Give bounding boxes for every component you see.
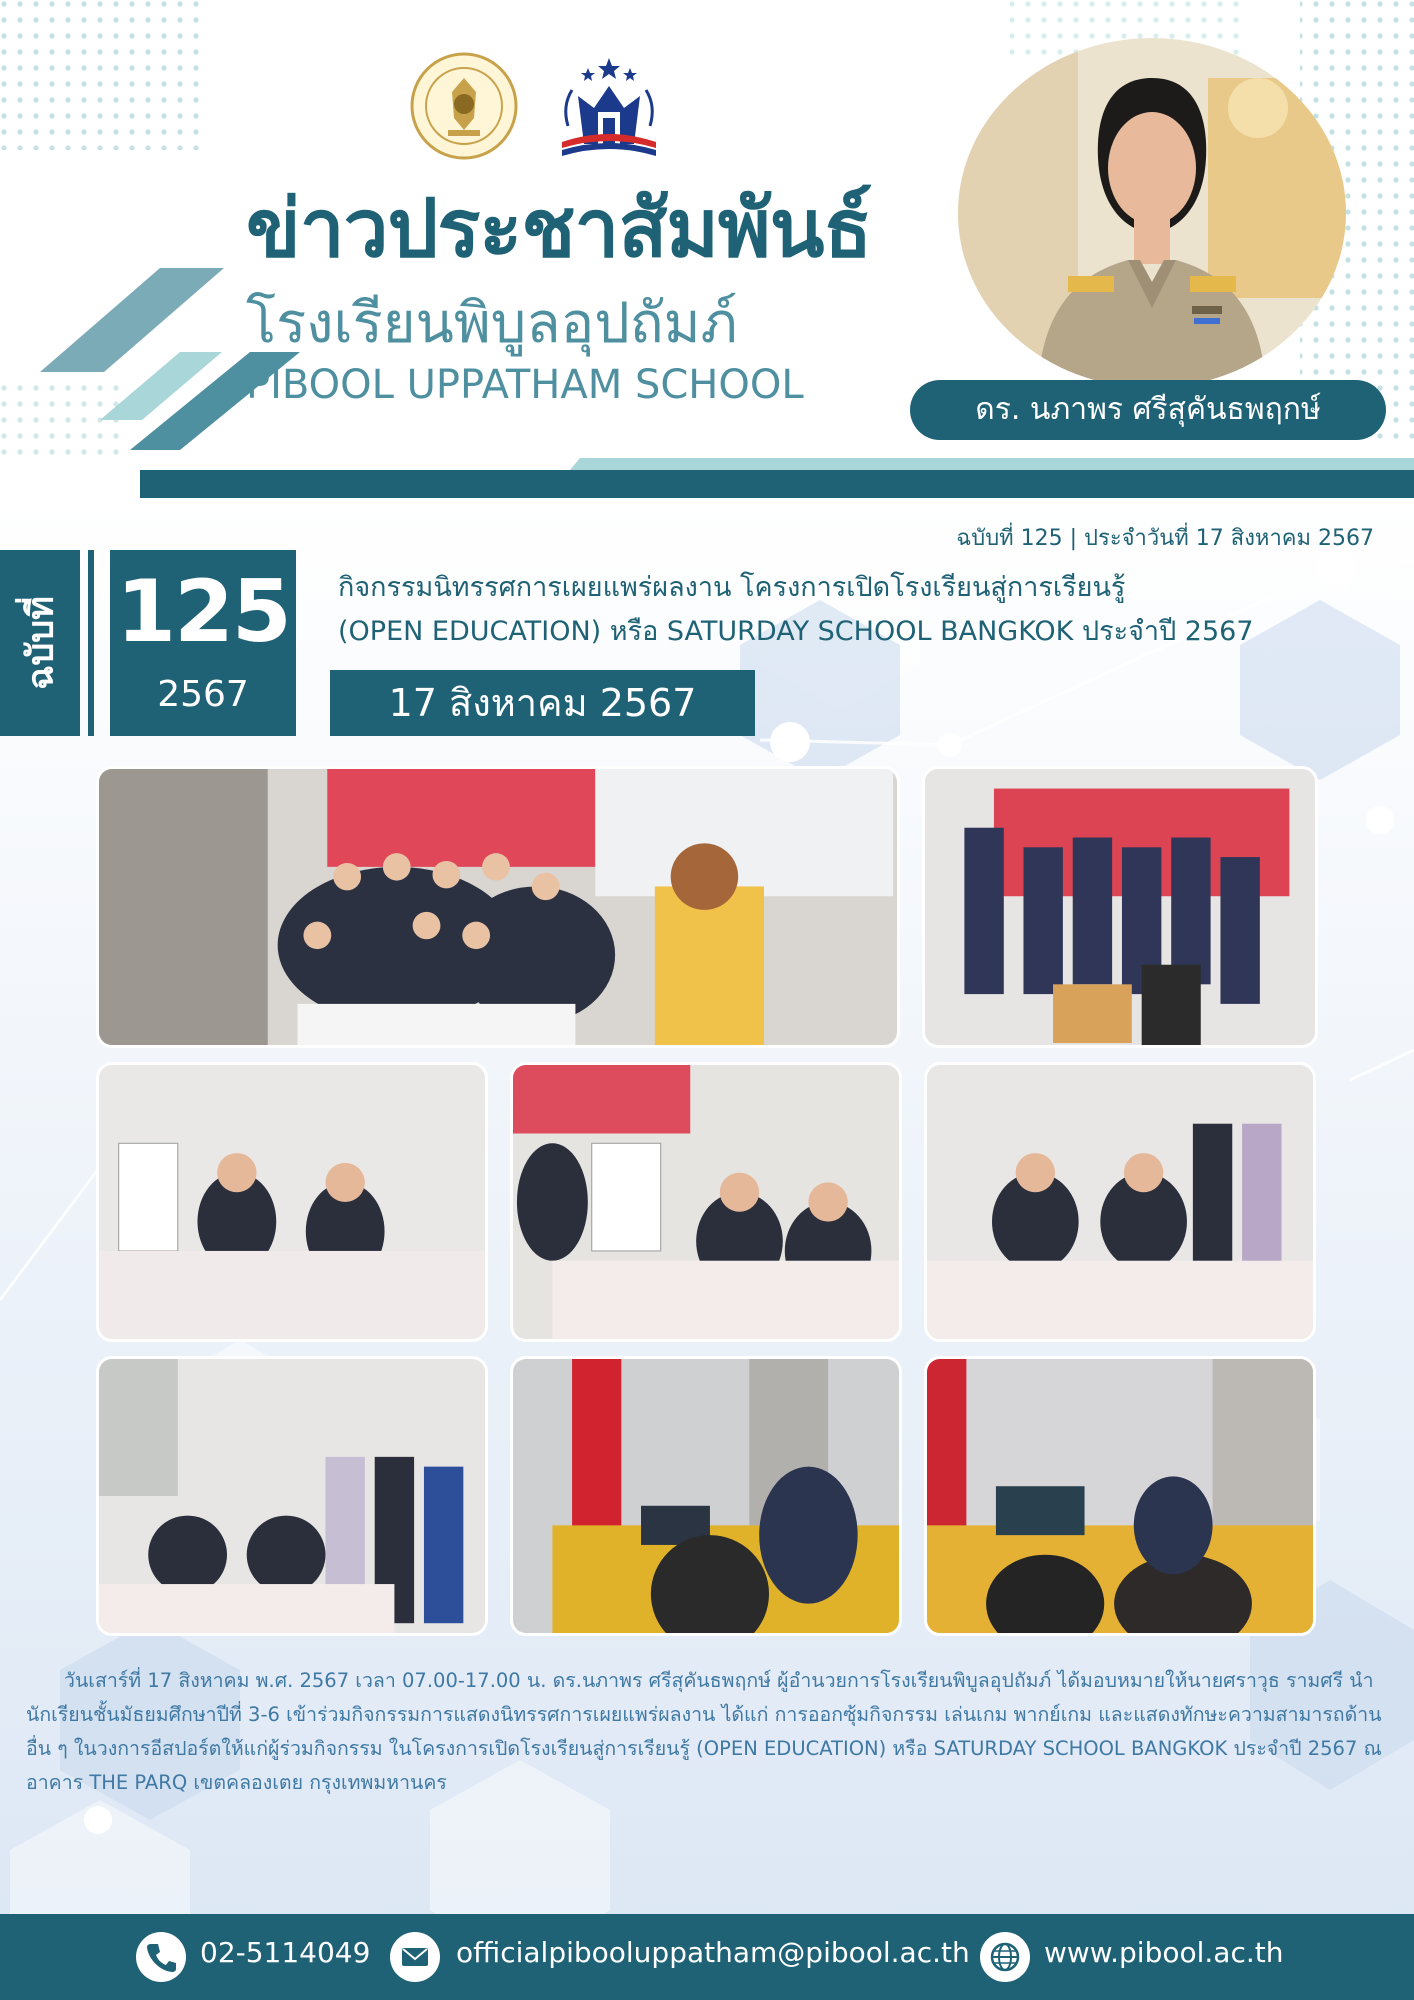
event-photo-6 <box>96 1356 488 1636</box>
event-photo-1 <box>96 766 900 1048</box>
event-photo-4 <box>510 1062 902 1342</box>
issue-number: 125 <box>116 562 290 662</box>
event-photo-3 <box>96 1062 488 1342</box>
news-headline <box>338 566 1378 654</box>
issue-year: 2567 <box>157 674 249 715</box>
event-date-box: 17 สิงหาคม 2567 <box>330 670 755 736</box>
event-photo-7 <box>510 1356 902 1636</box>
school-crown-logo <box>548 56 670 166</box>
headline-line-2: (OPEN EDUCATION) หรือ SATURDAY SCHOOL BANGKOK ประจำปี 2567 <box>338 616 1254 647</box>
school-name-thai: โรงเรียนพิบูลอุปถัมภ์ <box>246 291 738 356</box>
event-photo-8 <box>924 1356 1316 1636</box>
news-paragraph: วันเสาร์ที่ 17 สิงหาคม พ.ศ. 2567 เวลา 07.00-17.00 น. ดร.นภาพร ศรีสุคันธพฤกษ์ ผู้อำนวยการโรงเรียนพิบูลอุปถัมภ์ ได้มอบหมายให้นายศราวุธ รามศรี นำนักเรียนชั้นมัธยมศึกษาปีที่ 3-6 เข้าร่วมกิจกรรมการแสดงนิทรรศการเผยแพร่ผลงาน ได้แก่ การออกซุ้มกิจกรรม เล่นเกม พากย์เกม และแสดงทักษะความสามารถด้านอื่น ๆ ในวงการอีสปอร์ตให้แก่ผู้ร่วมกิจกรรม ในโครงการเปิดโรงเรียนสู่การเรียนรู้ (OPEN EDUCATION) หรือ SATURDAY SCHOOL BANGKOK ประจำปี 2567 ณ อาคาร THE PARQ เขตคลองเตย กรุงเทพมหานคร <box>26 1669 1382 1794</box>
globe-icon <box>980 1932 1030 1982</box>
email-icon <box>390 1932 440 1982</box>
director-portrait <box>958 38 1346 388</box>
phone-number[interactable]: 02-5114049 <box>200 1936 371 1969</box>
news-body <box>26 1664 1388 1800</box>
page-title: ข่าวประชาสัมพันธ์ <box>246 182 872 275</box>
event-photo-5 <box>924 1062 1316 1342</box>
issue-date-line: ฉบับที่ 125 | ประจำวันที่ 17 สิงหาคม 2567 <box>956 526 1374 551</box>
school-seal-logo <box>410 52 518 160</box>
header-divider-bar <box>140 470 1414 498</box>
school-name-english: PIBOOL UPPATHAM SCHOOL <box>246 362 804 408</box>
issue-label-box <box>0 550 80 736</box>
director-name-badge: ดร. นภาพร ศรีสุคันธพฤกษ์ <box>910 380 1386 440</box>
contact-footer <box>0 1914 1414 2000</box>
headline-line-1: กิจกรรมนิทรรศการเผยแพร่ผลงาน โครงการเปิดโรงเรียนสู่การเรียนรู้ <box>338 572 1126 603</box>
issue-number-box <box>110 550 296 736</box>
issue-label: ฉบับที่ <box>20 596 62 690</box>
email-address[interactable]: officialpibooluppatham@pibool.ac.th <box>456 1936 970 1969</box>
event-photo-2 <box>922 766 1318 1048</box>
issue-separator <box>88 550 94 736</box>
phone-icon <box>136 1932 186 1982</box>
website-link[interactable]: www.pibool.ac.th <box>1044 1936 1284 1969</box>
